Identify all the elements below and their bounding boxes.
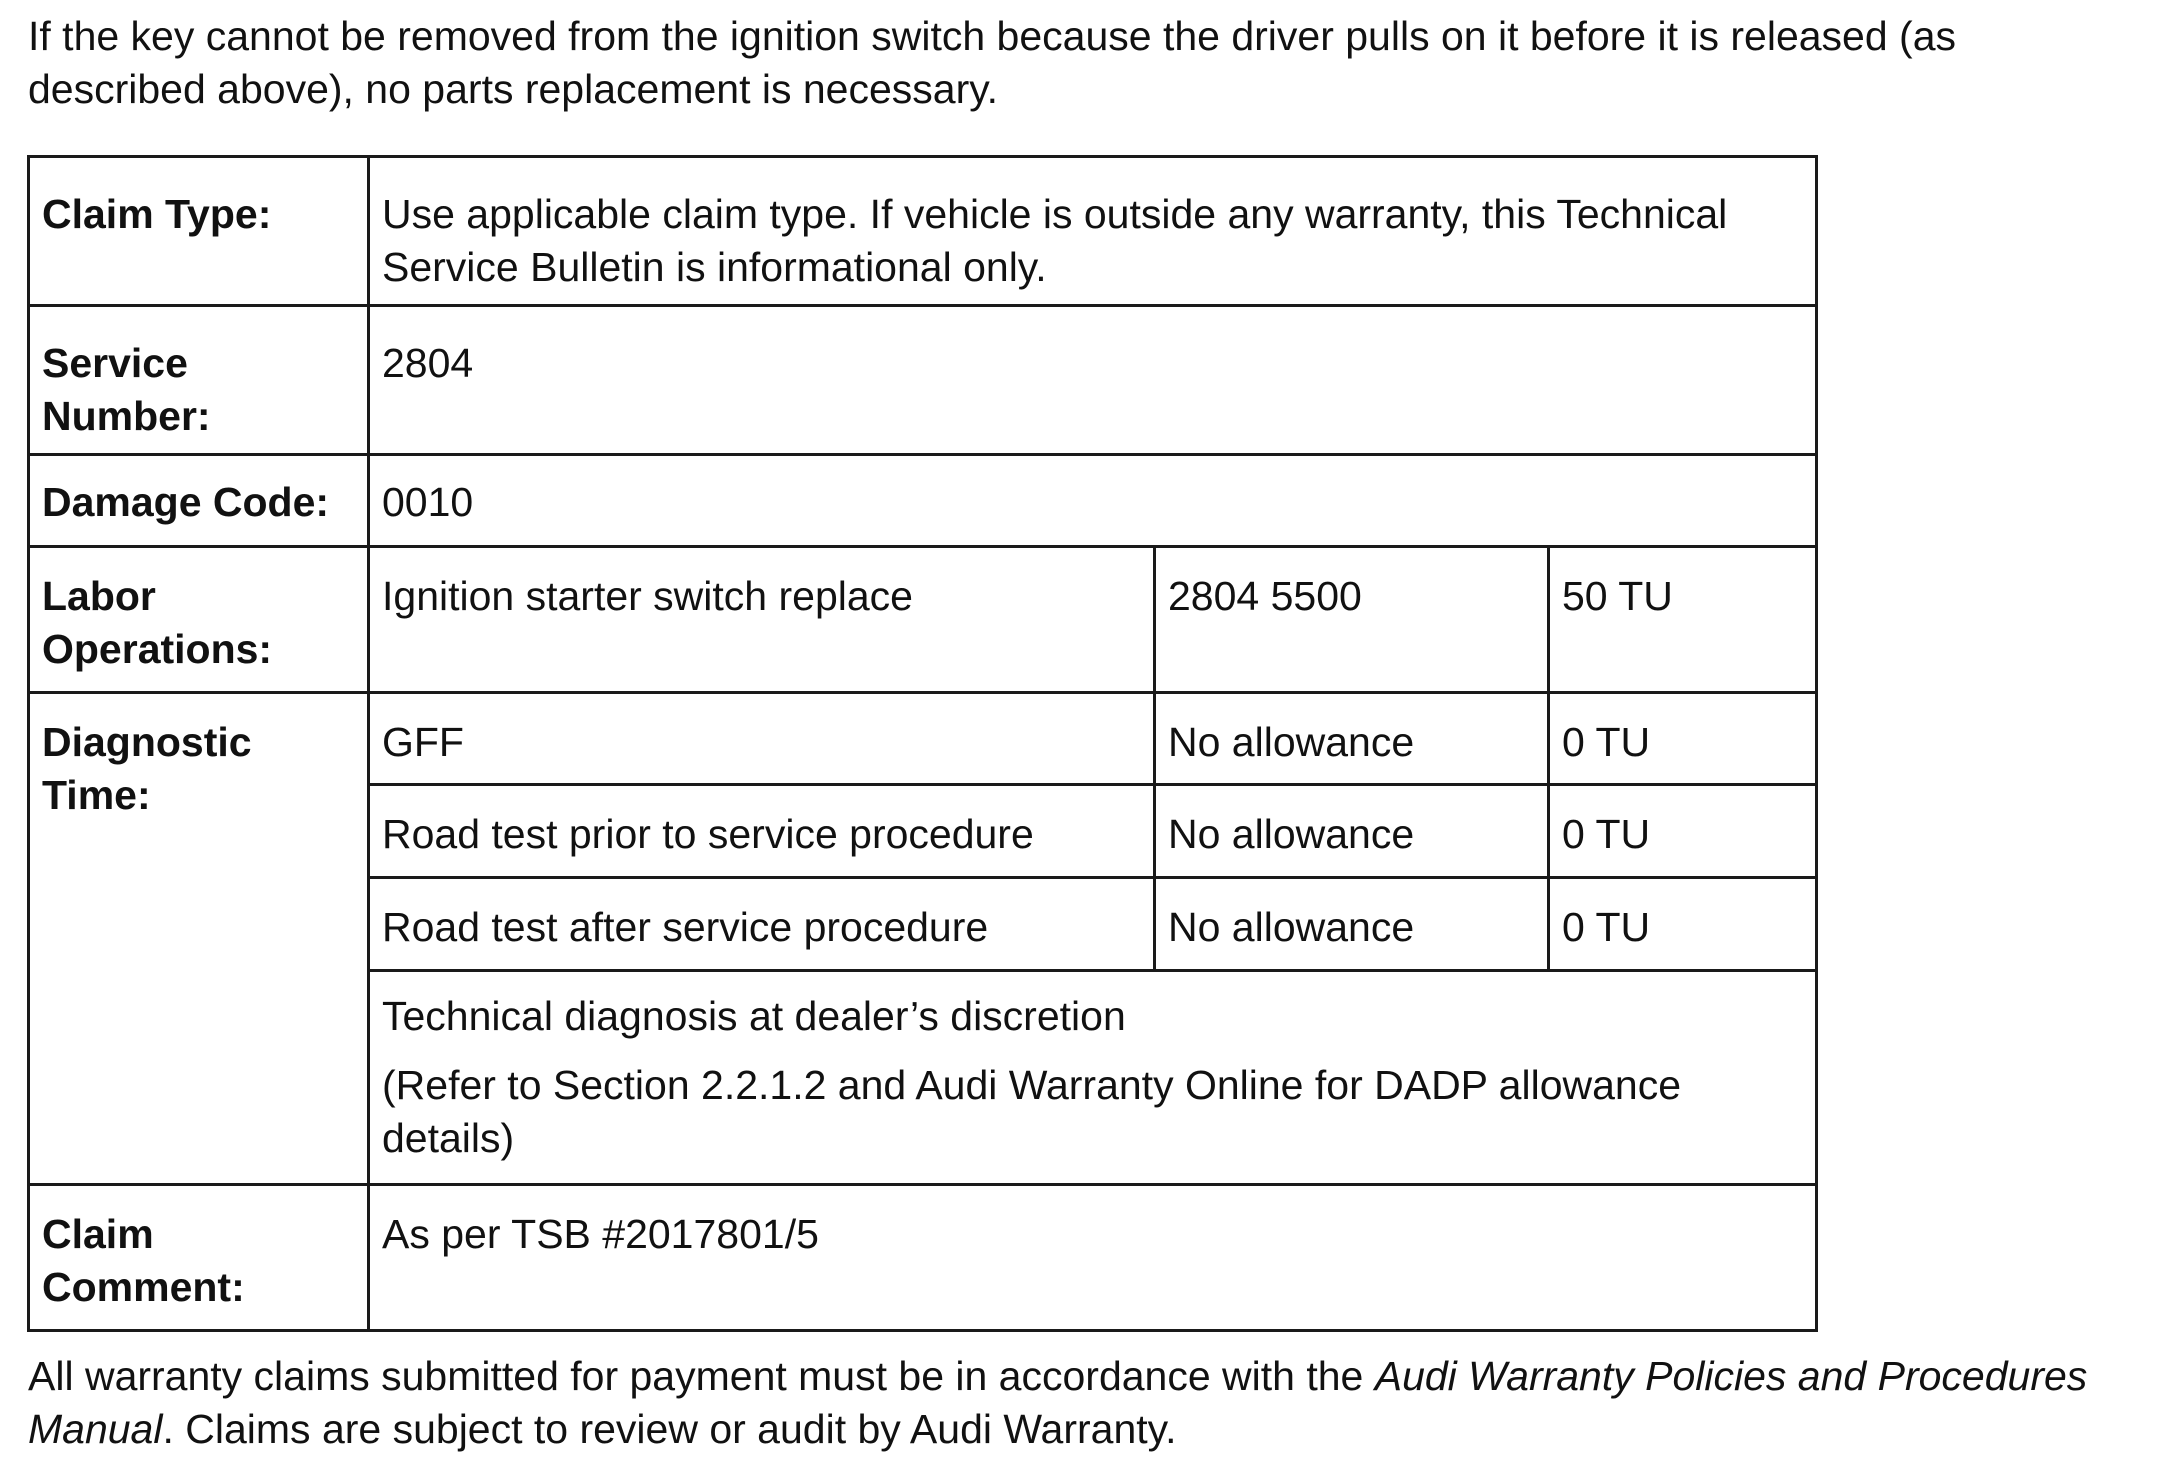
diagnostic-description: GFF [369, 693, 1155, 785]
diagnostic-note [369, 971, 1817, 1185]
diagnostic-note-line1: Technical diagnosis at dealer’s discretion [382, 993, 1126, 1039]
damage-code-label: Damage Code: [29, 455, 369, 547]
damage-code-value: 0010 [369, 455, 1817, 547]
labor-operation-code: 2804 5500 [1155, 547, 1549, 693]
manual-title: Audi Warranty Policies and Procedures Manual [28, 1353, 2088, 1452]
labor-operations-label: Labor Operations: [29, 547, 369, 693]
outro-suffix: . Claims are subject to review or audit by Audi Warranty. [162, 1406, 1177, 1452]
damage-code-row [29, 455, 1817, 547]
service-number-label: Service Number: [29, 306, 369, 455]
diagnostic-description: Road test after service procedure [369, 878, 1155, 971]
diagnostic-allowance: No allowance [1155, 693, 1549, 785]
diagnostic-allowance: No allowance [1155, 785, 1549, 878]
labor-operations-row [29, 547, 1817, 693]
service-number-value: 2804 [369, 306, 1817, 455]
claim-comment-label: Claim Comment: [29, 1185, 369, 1331]
claim-info-table [27, 155, 1818, 1332]
warranty-policy-paragraph [28, 1350, 2138, 1456]
diagnostic-description: Road test prior to service procedure [369, 785, 1155, 878]
claim-type-value: Use applicable claim type. If vehicle is outside any warranty, this Technical Service Bulletin is informational only. [369, 157, 1817, 306]
labor-operation-time: 50 TU [1549, 547, 1817, 693]
claim-comment-value: As per TSB #2017801/5 [369, 1185, 1817, 1331]
claim-type-label: Claim Type: [29, 157, 369, 306]
labor-operation-description: Ignition starter switch replace [369, 547, 1155, 693]
diagnostic-time: 0 TU [1549, 785, 1817, 878]
diagnostic-time-label: Diagnostic Time: [29, 693, 369, 1185]
outro-prefix: All warranty claims submitted for payment must be in accordance with the [28, 1353, 1375, 1399]
intro-paragraph: If the key cannot be removed from the ignition switch because the driver pulls on it before it is released (as described above), no parts replacement is necessary. [28, 13, 1957, 112]
service-number-row [29, 306, 1817, 455]
claim-type-row [29, 157, 1817, 306]
diagnostic-time: 0 TU [1549, 693, 1817, 785]
diagnostic-note-line2: (Refer to Section 2.2.1.2 and Audi Warranty Online for DADP allowance details) [382, 1062, 1682, 1161]
diagnostic-allowance: No allowance [1155, 878, 1549, 971]
diagnostic-row [29, 693, 1817, 785]
claim-comment-row [29, 1185, 1817, 1331]
diagnostic-time: 0 TU [1549, 878, 1817, 971]
